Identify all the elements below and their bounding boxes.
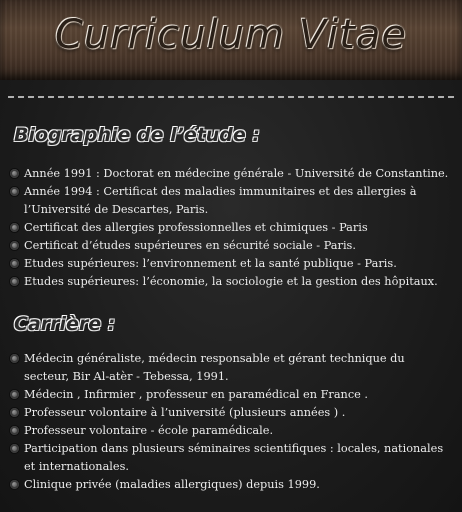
- list-item-text: Professeur volontaire - école paramédicale.: [24, 424, 274, 437]
- list-item: [10, 165, 452, 183]
- list-item: [10, 350, 452, 386]
- bullet-icon: [10, 390, 19, 399]
- bullet-icon: [10, 277, 19, 286]
- list-item: [10, 404, 452, 422]
- bullet-icon: [10, 426, 19, 435]
- list-item: [10, 183, 452, 219]
- wood-header: [0, 0, 462, 80]
- bullet-icon: [10, 259, 19, 268]
- list-item-text: Etudes supérieures: l’économie, la sociologie et la gestion des hôpitaux.: [24, 275, 438, 288]
- bullet-icon: [10, 223, 19, 232]
- list-item-text: Année 1991 : Doctorat en médecine générale - Université de Constantine.: [24, 167, 449, 180]
- bullet-icon: [10, 480, 19, 489]
- list-item-text: Certificat des allergies professionnelles et chimiques - Paris: [24, 221, 368, 234]
- list-item: [10, 219, 452, 237]
- bullet-icon: [10, 444, 19, 453]
- list-item: [10, 237, 452, 255]
- bullet-icon: [10, 241, 19, 250]
- section-title-career: Carrière :: [14, 313, 116, 335]
- list-item-text: Certificat d’études supérieures en sécurité sociale - Paris.: [24, 239, 356, 252]
- list-item-text: Professeur volontaire à l’université (plusieurs années ) .: [24, 406, 346, 419]
- list-item: [10, 440, 452, 476]
- list-item: [10, 386, 452, 404]
- bullet-icon: [10, 408, 19, 417]
- list-item: [10, 422, 452, 440]
- career-list: [10, 350, 452, 494]
- list-item-text: Clinique privée (maladies allergiques) depuis 1999.: [24, 478, 320, 491]
- bullet-icon: [10, 187, 19, 196]
- list-item-text: Année 1994 : Certificat des maladies immunitaires et des allergies à l’Université de Descartes, Paris.: [24, 185, 417, 216]
- list-item: [10, 273, 452, 291]
- section-title-biography: Biographie de l’étude :: [14, 124, 261, 146]
- list-item-text: Médecin généraliste, médecin responsable et gérant technique du secteur, Bir Al-atèr - Tebessa, 1991.: [24, 352, 405, 383]
- page-title: Curriculum Vitae: [54, 12, 408, 58]
- biography-list: [10, 165, 452, 291]
- bullet-icon: [10, 354, 19, 363]
- list-item-text: Participation dans plusieurs séminaires scientifiques : locales, nationales et internationales.: [24, 442, 444, 473]
- bullet-icon: [10, 169, 19, 178]
- list-item: [10, 255, 452, 273]
- list-item-text: Etudes supérieures: l’environnement et la santé publique - Paris.: [24, 257, 397, 270]
- stitched-divider: [8, 96, 454, 98]
- list-item: [10, 476, 452, 494]
- list-item-text: Médecin , Infirmier , professeur en paramédical en France .: [24, 388, 369, 401]
